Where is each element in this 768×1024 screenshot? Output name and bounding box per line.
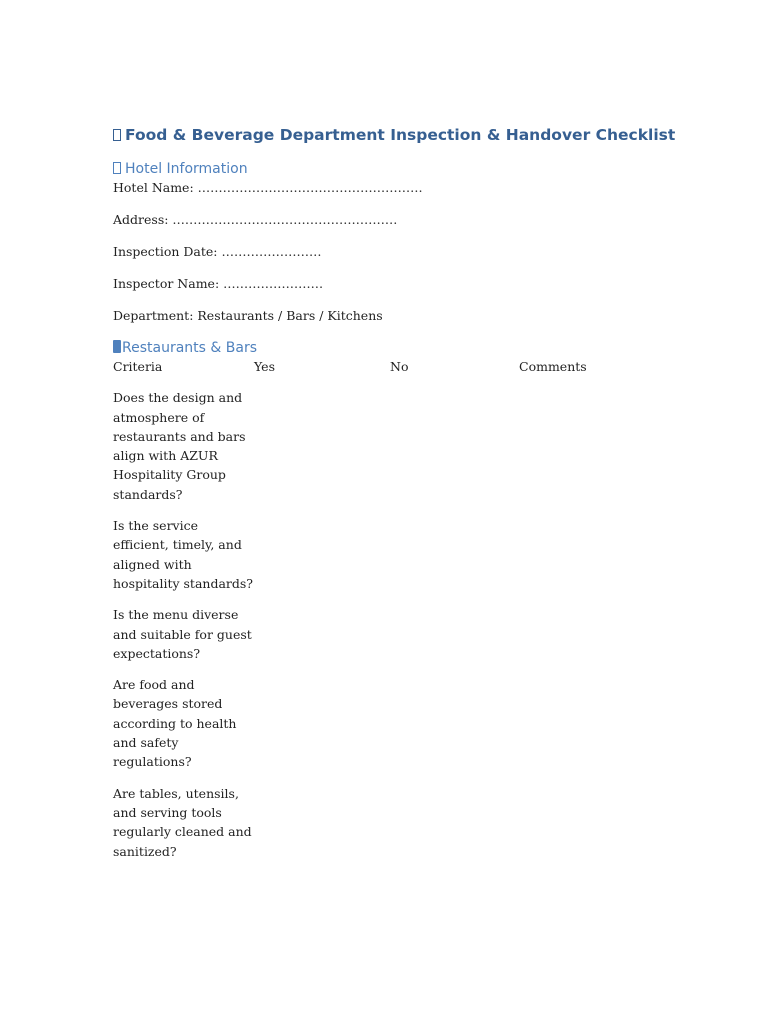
column-header-no: No bbox=[390, 359, 409, 374]
department-field: Department: Restaurants / Bars / Kitchens bbox=[113, 308, 383, 323]
yes-cell[interactable] bbox=[254, 516, 390, 605]
document-content bbox=[113, 124, 676, 873]
table-row bbox=[113, 675, 639, 783]
yes-cell[interactable] bbox=[254, 388, 390, 516]
table-row bbox=[113, 605, 639, 675]
restaurants-bars-checklist-table bbox=[113, 357, 639, 873]
yes-cell[interactable] bbox=[254, 784, 390, 873]
column-header-comments: Comments bbox=[519, 359, 587, 374]
no-cell[interactable] bbox=[390, 784, 519, 873]
unknown-glyph-icon bbox=[113, 162, 121, 174]
comments-cell[interactable] bbox=[519, 516, 639, 605]
comments-cell[interactable] bbox=[519, 388, 639, 516]
comments-cell[interactable] bbox=[519, 784, 639, 873]
criteria-cell: Does the design and atmosphere of restaurants and bars align with AZUR Hospitality Group standards? bbox=[113, 390, 246, 502]
comments-cell[interactable] bbox=[519, 675, 639, 783]
criteria-cell: Are food and beverages stored according to health and safety regulations? bbox=[113, 677, 237, 770]
hotel-name-field: Hotel Name: ……………………………………………… bbox=[113, 180, 423, 195]
criteria-cell: Is the menu diverse and suitable for guest expectations? bbox=[113, 607, 252, 661]
restaurants-bars-heading-text: Restaurants & Bars bbox=[122, 340, 257, 356]
comments-cell[interactable] bbox=[519, 605, 639, 675]
document-title bbox=[113, 124, 676, 146]
inspection-date-field: Inspection Date: …………………… bbox=[113, 244, 322, 259]
restaurants-bars-heading bbox=[113, 339, 673, 357]
table-row bbox=[113, 784, 639, 873]
no-cell[interactable] bbox=[390, 605, 519, 675]
column-header-criteria: Criteria bbox=[113, 359, 163, 374]
table-header-row bbox=[113, 357, 639, 388]
inspector-name-field: Inspector Name: …………………… bbox=[113, 276, 324, 291]
criteria-cell: Are tables, utensils, and serving tools regularly cleaned and sanitized? bbox=[113, 785, 252, 859]
no-cell[interactable] bbox=[390, 388, 519, 516]
yes-cell[interactable] bbox=[254, 605, 390, 675]
address-field: Address: ……………………………………………… bbox=[113, 212, 398, 227]
hotel-information-heading-text: Hotel Information bbox=[125, 161, 248, 177]
no-cell[interactable] bbox=[390, 675, 519, 783]
table-row bbox=[113, 388, 639, 516]
criteria-cell: Is the service efficient, timely, and aligned with hospitality standards? bbox=[113, 518, 254, 591]
column-header-yes: Yes bbox=[254, 359, 275, 374]
hotel-information-heading bbox=[113, 160, 673, 178]
no-cell[interactable] bbox=[390, 516, 519, 605]
keycap-one-icon bbox=[113, 340, 121, 353]
document-title-text: Food & Beverage Department Inspection & Handover Checklist bbox=[125, 126, 676, 144]
hotel-information-fields bbox=[113, 178, 673, 325]
yes-cell[interactable] bbox=[254, 675, 390, 783]
table-row bbox=[113, 516, 639, 605]
unknown-glyph-icon bbox=[113, 129, 121, 141]
